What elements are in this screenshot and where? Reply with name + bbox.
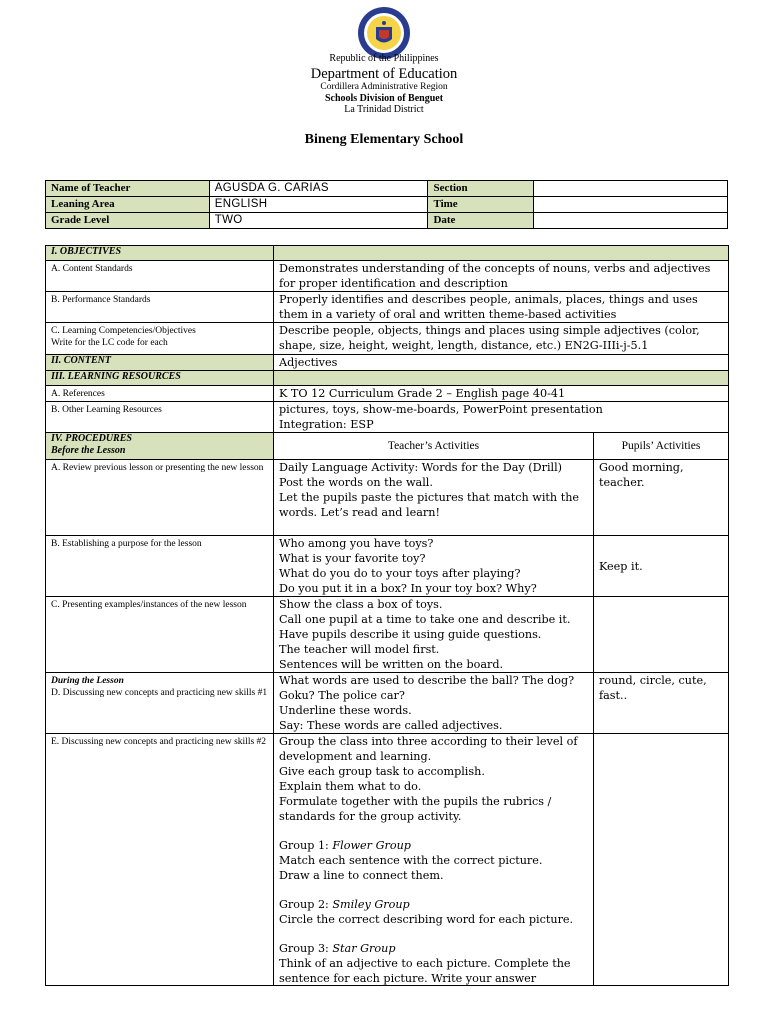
content-standards-text: Demonstrates understanding of the concepts of nouns, verbs and adjectives for proper identification and description — [274, 261, 729, 292]
procedure-a-row — [46, 460, 729, 536]
info-row-teacher — [46, 181, 728, 197]
pupils-activities-header: Pupils’ Activities — [594, 433, 729, 460]
group1-line: Draw a line to connect them. — [279, 869, 444, 882]
content-heading: II. CONTENT — [46, 355, 274, 371]
resources-heading-row — [46, 371, 729, 386]
lesson-plan-table — [45, 245, 729, 986]
procedure-c-teacher-line: Sentences will be written on the board. — [279, 658, 504, 671]
procedure-b-teacher-line: Do you put it in a box? In your toy box? Why? — [279, 582, 537, 595]
content-standards-row — [46, 261, 729, 292]
procedure-d-teacher-line: Underline these words. — [279, 704, 412, 717]
procedure-e-row — [46, 734, 729, 986]
procedure-e-teacher-content — [279, 734, 588, 985]
procedure-c-row — [46, 597, 729, 673]
other-resources-line1: pictures, toys, show-me-boards, PowerPoint presentation — [279, 403, 603, 416]
references-value: K TO 12 Curriculum Grade 2 – English page 40-41 — [274, 386, 729, 402]
performance-standards-text: Properly identifies and describes people, animals, places, things and uses them in a variety of oral and written theme-based activities — [274, 292, 729, 323]
group2-heading — [279, 897, 588, 912]
procedure-b-teacher — [274, 536, 594, 597]
procedure-a-teacher — [274, 460, 594, 536]
procedure-a-teacher-line: Post the words on the wall. — [279, 476, 433, 489]
group1-heading — [279, 838, 588, 853]
procedure-c-pupils — [594, 597, 729, 673]
procedure-e-teacher-line: Give each group task to accomplish. — [279, 765, 485, 778]
teacher-value: AGUSDA G. CARIAS — [209, 181, 428, 197]
procedure-c-teacher-line: The teacher will model first. — [279, 643, 440, 656]
procedure-b-teacher-line: What is your favorite toy? — [279, 552, 426, 565]
teacher-label: Name of Teacher — [46, 181, 210, 197]
section-label: Section — [428, 181, 534, 197]
competencies-label-line2: Write for the LC code for each — [51, 338, 168, 348]
content-value: Adjectives — [274, 355, 729, 371]
teacher-activities-header: Teacher’s Activities — [274, 433, 594, 460]
competencies-label-line1: C. Learning Competencies/Objectives — [51, 326, 196, 336]
section-value — [534, 181, 728, 197]
procedure-d-teacher-line: What words are used to describe the ball? The dog? Goku? The police car? — [279, 674, 575, 702]
procedure-d-pupils: round, circle, cute, fast.. — [594, 673, 729, 734]
other-resources-value — [274, 402, 729, 433]
objectives-heading: I. OBJECTIVES — [46, 246, 274, 261]
procedure-d-label — [46, 673, 274, 734]
division-text: Schools Division of Benguet — [324, 93, 444, 104]
procedure-c-teacher — [274, 597, 594, 673]
district-text: La Trinidad District — [344, 104, 424, 115]
procedure-c-teacher-line: Call one pupil at a time to take one and describe it. — [279, 613, 571, 626]
group1-name: Flower Group — [332, 839, 411, 852]
procedure-b-label: B. Establishing a purpose for the lesson — [46, 536, 274, 597]
procedure-c-teacher-line: Have pupils describe it using guide questions. — [279, 628, 542, 641]
procedure-e-pupils — [594, 734, 729, 986]
group2-name: Smiley Group — [332, 898, 410, 911]
info-row-area — [46, 197, 728, 213]
group1-line: Match each sentence with the correct picture. — [279, 854, 543, 867]
republic-text: Republic of the Philippines — [329, 53, 439, 64]
procedure-e-teacher-line: Explain them what to do. — [279, 780, 422, 793]
group1-prefix: Group 1: — [279, 839, 333, 852]
procedure-b-teacher-line: What do you do to your toys after playing? — [279, 567, 521, 580]
time-label: Time — [428, 197, 534, 213]
group3-name: Star Group — [332, 942, 396, 955]
info-row-grade — [46, 213, 728, 229]
procedure-c-label: C. Presenting examples/instances of the new lesson — [46, 597, 274, 673]
procedure-a-teacher-line: Let the pupils paste the pictures that match with the words. Let’s read and learn! — [279, 491, 580, 519]
deped-seal-logo — [357, 6, 411, 60]
objectives-heading-row — [46, 246, 729, 261]
procedures-title: IV. PROCEDURES — [51, 433, 132, 444]
procedure-e-label: E. Discussing new concepts and practicing new skills #2 — [46, 734, 274, 986]
date-label: Date — [428, 213, 534, 229]
resources-heading: III. LEARNING RESOURCES — [46, 371, 274, 386]
teacher-info-table — [45, 180, 728, 229]
procedure-d-row — [46, 673, 729, 734]
procedure-e-teacher-line: Group the class into three according to their level of development and learning. — [279, 735, 578, 763]
references-row — [46, 386, 729, 402]
procedure-d-teacher-line: Say: These words are called adjectives. — [279, 719, 503, 732]
group2-line: Circle the correct describing word for each picture. — [279, 913, 574, 926]
group3-line: Think of an adjective to each picture. Complete the sentence for each picture. Write your answer — [279, 957, 571, 985]
school-name: Bineng Elementary School — [304, 132, 464, 147]
competencies-text: Describe people, objects, things and places using simple adjectives (color, shape, size, height, weight, length, distance, etc.) EN2G-IIIi-j-5.1 — [274, 323, 729, 355]
time-value — [534, 197, 728, 213]
procedure-e-teacher-line: Formulate together with the pupils the rubrics / standards for the group activity. — [279, 795, 552, 823]
procedure-b-row — [46, 536, 729, 597]
procedures-heading-row — [46, 433, 729, 460]
grade-label: Grade Level — [46, 213, 210, 229]
procedures-heading — [46, 433, 274, 460]
references-label: A. References — [46, 386, 274, 402]
procedure-a-label: A. Review previous lesson or presenting the new lesson — [46, 460, 274, 536]
procedure-d-teacher — [274, 673, 594, 734]
department-title: Department of Education — [310, 66, 458, 82]
other-resources-row — [46, 402, 729, 433]
region-text: Cordillera Administrative Region — [320, 82, 448, 92]
procedure-a-pupils: Good morning, teacher. — [594, 460, 729, 536]
grade-value: TWO — [209, 213, 428, 229]
during-lesson-title: During the Lesson — [51, 676, 124, 686]
procedure-a-teacher-line: Daily Language Activity: Words for the Day (Drill) — [279, 461, 563, 474]
other-resources-label: B. Other Learning Resources — [46, 402, 274, 433]
procedure-c-teacher-line: Show the class a box of toys. — [279, 598, 443, 611]
performance-standards-label: B. Performance Standards — [46, 292, 274, 323]
group2-prefix: Group 2: — [279, 898, 333, 911]
performance-standards-row — [46, 292, 729, 323]
group3-heading — [279, 941, 588, 956]
procedure-b-teacher-line: Who among you have toys? — [279, 537, 434, 550]
content-standards-label: A. Content Standards — [46, 261, 274, 292]
competencies-row — [46, 323, 729, 355]
before-lesson-title: Before the Lesson — [51, 445, 126, 456]
area-value: ENGLISH — [209, 197, 428, 213]
other-resources-line2: Integration: ESP — [279, 418, 374, 431]
group3-prefix: Group 3: — [279, 942, 333, 955]
procedure-b-pupils: Keep it. — [594, 536, 729, 597]
competencies-label — [46, 323, 274, 355]
area-label: Leaning Area — [46, 197, 210, 213]
date-value — [534, 213, 728, 229]
procedure-e-teacher — [274, 734, 594, 986]
content-row — [46, 355, 729, 371]
procedure-d-label-text: D. Discussing new concepts and practicing new skills #1 — [51, 688, 268, 698]
